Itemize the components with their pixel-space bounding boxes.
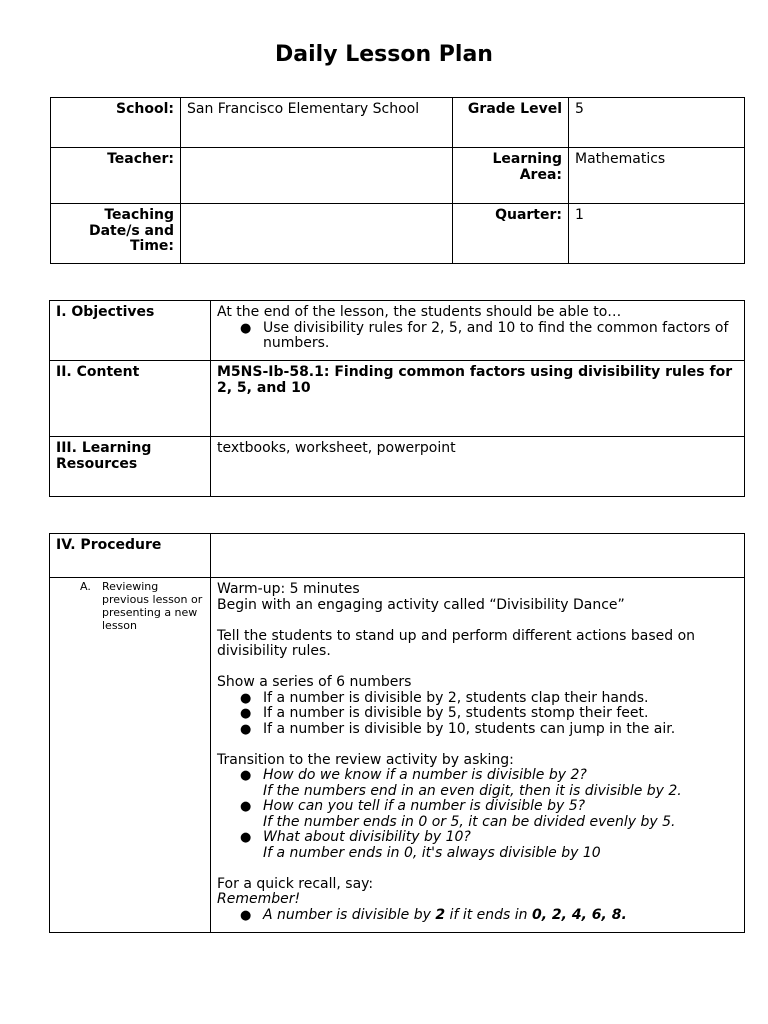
rule-pre: A number is divisible by	[263, 906, 436, 923]
step-label: Reviewing previous lesson or presenting a new lesson	[102, 580, 203, 632]
warmup-text: Warm-up: 5 minutes	[217, 581, 360, 597]
school-label: School:	[51, 98, 181, 148]
answer: If the number ends in 0 or 5, it can be divided evenly by 5.	[263, 813, 676, 830]
answer: If the numbers end in an even digit, then it is divisible by 2.	[263, 782, 682, 799]
quarter-label: Quarter:	[453, 204, 569, 264]
procedure-header-empty	[211, 534, 745, 578]
recall-text: For a quick recall, say:	[217, 875, 374, 892]
learning-area-label: Learning Area:	[453, 148, 569, 204]
rule-item	[263, 908, 738, 924]
learning-area-value: Mathematics	[569, 148, 745, 204]
school-value: San Francisco Elementary School	[181, 98, 453, 148]
teacher-label: Teacher:	[51, 148, 181, 204]
content-label: II. Content	[50, 361, 211, 437]
page-title: Daily Lesson Plan	[275, 42, 493, 67]
activity-text: Begin with an engaging activity called “Divisibility Dance”	[217, 596, 625, 613]
teaching-date-label: Teaching Date/s and Time:	[51, 204, 181, 264]
resources-label: III. Learning Resources	[50, 437, 211, 497]
rule-list	[217, 908, 738, 924]
question-item	[263, 799, 738, 830]
grade-label: Grade Level	[453, 98, 569, 148]
resources-value: textbooks, worksheet, powerpoint	[211, 437, 745, 497]
action-item: ● If a number is divisible by 5, students stomp their feet.	[263, 706, 738, 722]
step-content-cell	[211, 578, 745, 933]
objectives-label: I. Objectives	[50, 301, 211, 361]
procedure-table	[49, 533, 745, 933]
rule-number: 2	[435, 906, 446, 923]
step-marker: A.	[80, 580, 91, 593]
remember-text: Remember!	[217, 891, 301, 907]
show-series-text: Show a series of 6 numbers	[217, 674, 412, 690]
objectives-cell	[211, 301, 745, 361]
header-info-table	[50, 97, 745, 264]
rule-mid: if it ends in	[445, 906, 532, 923]
objectives-table	[49, 300, 745, 497]
question: ● How can you tell if a number is divisible by 5?	[263, 798, 586, 814]
rule-digits: 0, 2, 4, 6, 8.	[532, 906, 627, 923]
teacher-value	[181, 148, 453, 204]
action-item: ● If a number is divisible by 2, students clap their hands.	[263, 691, 738, 707]
objective-item: ● Use divisibility rules for 2, 5, and 10 to find the common factors of numbers.	[263, 321, 738, 352]
action-item: ● If a number is divisible by 10, students can jump in the air.	[263, 722, 738, 738]
transition-text: Transition to the review activity by asking:	[217, 751, 514, 768]
procedure-label: IV. Procedure	[50, 534, 211, 578]
questions-list	[217, 768, 738, 861]
instructions-text: Tell the students to stand up and perform different actions based on divisibility rules.	[217, 627, 696, 659]
step-cell	[50, 578, 211, 933]
answer: If a number ends in 0, it's always divisible by 10	[263, 844, 601, 861]
teaching-date-value	[181, 204, 453, 264]
question: ● How do we know if a number is divisible by 2?	[263, 767, 587, 783]
question-item	[263, 768, 738, 799]
question-item	[263, 830, 738, 861]
quarter-value: 1	[569, 204, 745, 264]
content-value: M5NS-Ib-58.1: Finding common factors using divisibility rules for 2, 5, and 10	[211, 361, 745, 437]
actions-list	[217, 691, 738, 738]
question: ● What about divisibility by 10?	[263, 829, 471, 845]
objectives-intro: At the end of the lesson, the students should be able to…	[217, 304, 622, 320]
grade-value: 5	[569, 98, 745, 148]
